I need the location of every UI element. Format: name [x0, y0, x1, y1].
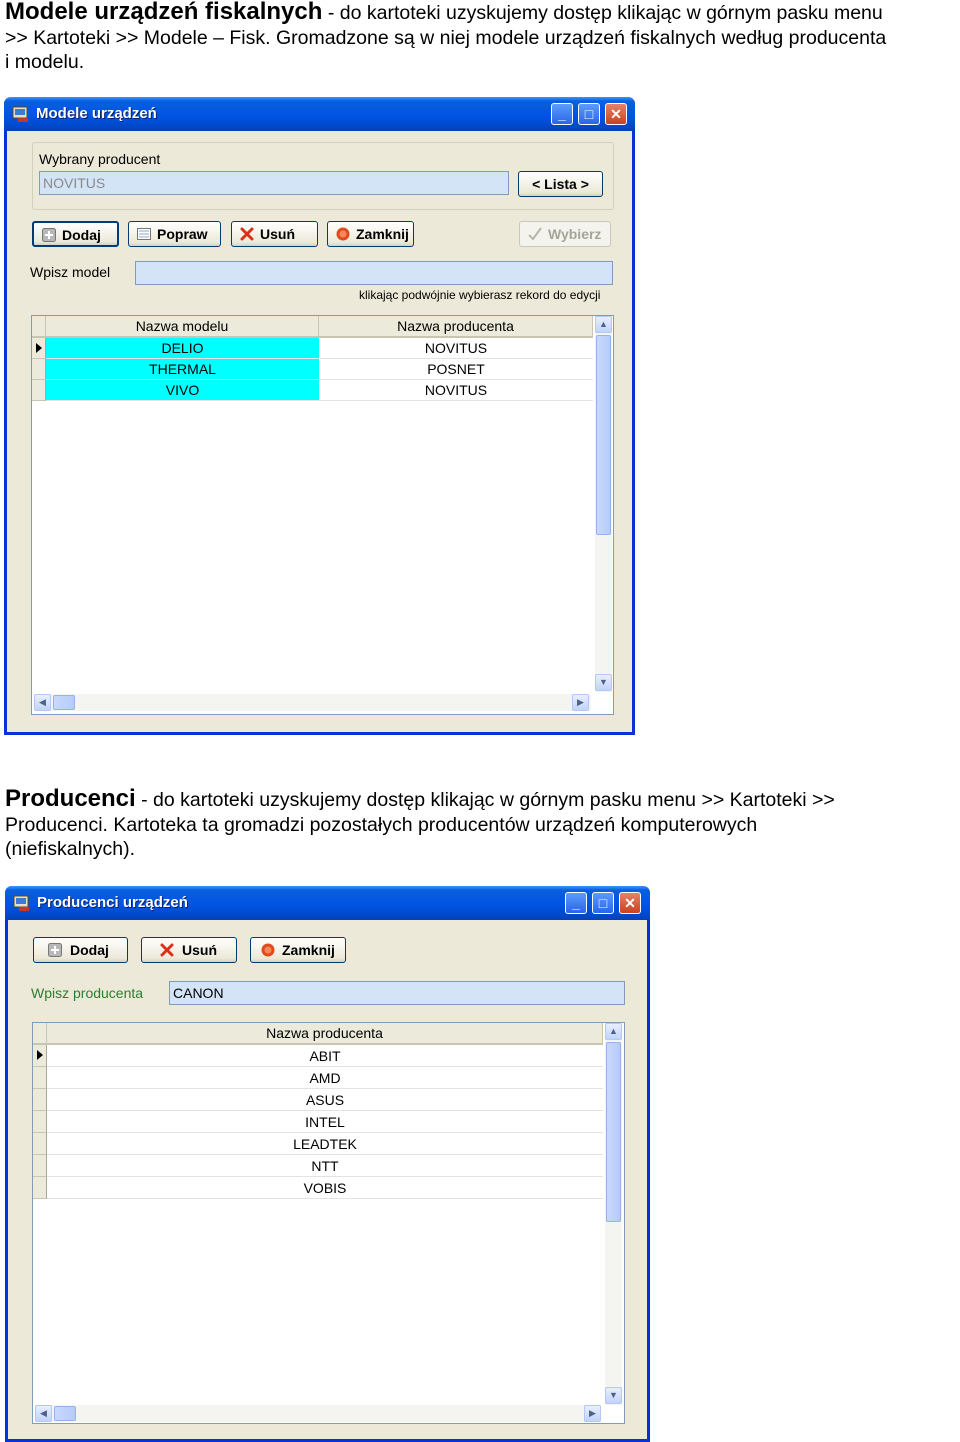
models-grid	[31, 315, 614, 715]
producers-grid	[32, 1022, 625, 1424]
stop-icon	[261, 943, 275, 957]
minimize-icon: _	[572, 895, 580, 911]
row-indicator[interactable]	[33, 1177, 47, 1199]
scroll-down-icon[interactable]: ▼	[605, 1387, 622, 1404]
table-cell-producer[interactable]: NOVITUS	[319, 338, 593, 359]
delete-x-icon	[160, 943, 174, 957]
lista-button[interactable]	[518, 171, 603, 197]
app-icon	[13, 894, 31, 912]
table-cell-producer[interactable]: LEADTEK	[47, 1133, 603, 1155]
models-window-titlebar[interactable]	[4, 97, 635, 131]
list-icon	[137, 227, 151, 241]
edit-button-label: Popraw	[157, 226, 208, 242]
section2-paragraph	[5, 787, 957, 862]
minimize-icon: _	[558, 106, 566, 122]
app-icon	[12, 105, 30, 123]
table-cell-producer[interactable]: AMD	[47, 1067, 603, 1089]
table-cell-producer[interactable]: INTEL	[47, 1111, 603, 1133]
table-cell-producer[interactable]: VOBIS	[47, 1177, 603, 1199]
producers-window-title: Producenci urządzeń	[37, 894, 188, 911]
close-button[interactable]	[250, 937, 346, 963]
lista-button-label: < Lista >	[532, 176, 589, 192]
add-button-label: Dodaj	[62, 227, 101, 243]
maximize-icon: □	[584, 106, 594, 122]
scroll-thumb[interactable]	[596, 335, 611, 535]
add-button[interactable]	[32, 221, 119, 247]
horizontal-scrollbar[interactable]	[34, 694, 591, 711]
grid-corner	[33, 1023, 47, 1045]
close-button-label: Zamknij	[356, 226, 409, 242]
maximize-icon: □	[598, 895, 608, 911]
plus-icon	[48, 943, 62, 957]
table-cell-model[interactable]: VIVO	[46, 380, 319, 401]
producer-group-label: Wybrany producent	[39, 151, 161, 167]
section1-heading: Modele urządzeń fiskalnych	[5, 0, 323, 25]
column-header-producer[interactable]: Nazwa producenta	[319, 316, 593, 338]
models-window-title: Modele urządzeń	[36, 105, 157, 122]
edit-hint: klikając podwójnie wybierasz rekord do edycji	[359, 288, 601, 302]
delete-x-icon	[240, 227, 254, 241]
close-button-label: Zamknij	[282, 942, 335, 958]
scroll-right-icon[interactable]: ▶	[572, 694, 589, 711]
select-button[interactable]	[519, 221, 611, 247]
minimize-button[interactable]	[551, 103, 573, 125]
section1-paragraph	[5, 0, 957, 75]
select-button-label: Wybierz	[548, 226, 602, 242]
grid-corner	[32, 316, 46, 338]
producers-window-titlebar[interactable]	[5, 886, 650, 920]
delete-button[interactable]	[231, 221, 318, 247]
scroll-thumb[interactable]	[606, 1042, 621, 1222]
producer-label: Wpisz producenta	[31, 985, 144, 1001]
vertical-scrollbar[interactable]	[605, 1023, 622, 1405]
row-indicator[interactable]	[32, 338, 46, 359]
minimize-button[interactable]	[565, 892, 587, 914]
section1-text-line1: - do kartoteki uzyskujemy dostęp klikając w górnym pasku menu	[322, 2, 883, 24]
section1-text-line3: i modelu.	[5, 51, 85, 73]
section2-text-line3: (niefiskalnych).	[5, 838, 136, 860]
table-cell-producer[interactable]: POSNET	[319, 359, 593, 380]
table-cell-producer[interactable]: ABIT	[47, 1045, 603, 1067]
section2-heading: Producenci	[5, 785, 136, 812]
current-row-arrow-icon	[37, 1050, 43, 1060]
delete-button[interactable]	[141, 937, 237, 963]
table-cell-producer[interactable]: ASUS	[47, 1089, 603, 1111]
producers-window	[5, 886, 650, 1442]
section2-text-line1: - do kartoteki uzyskujemy dostęp klikając w górnym pasku menu >> Kartoteki >>	[135, 789, 835, 811]
selected-producer-field[interactable]	[39, 171, 509, 195]
maximize-button[interactable]	[578, 103, 600, 125]
producer-search-input[interactable]	[169, 981, 625, 1005]
table-cell-model[interactable]: THERMAL	[46, 359, 319, 380]
scroll-left-icon[interactable]: ◀	[35, 1405, 52, 1422]
add-button[interactable]	[33, 937, 128, 963]
stop-icon	[336, 227, 350, 241]
column-header-model[interactable]: Nazwa modelu	[46, 316, 319, 338]
row-indicator[interactable]	[33, 1067, 47, 1089]
row-indicator[interactable]	[33, 1045, 47, 1067]
hscroll-thumb[interactable]	[53, 695, 75, 710]
row-indicator[interactable]	[33, 1133, 47, 1155]
close-icon: ✕	[624, 895, 636, 911]
close-icon: ✕	[610, 106, 622, 122]
scroll-down-icon[interactable]: ▼	[595, 674, 612, 691]
scroll-right-icon[interactable]: ▶	[584, 1405, 601, 1422]
row-indicator[interactable]	[32, 359, 46, 380]
checkmark-icon	[528, 227, 542, 241]
row-indicator[interactable]	[32, 380, 46, 401]
close-window-button[interactable]	[619, 892, 641, 914]
section2-text-line2: Producenci. Kartoteka ta gromadzi pozostałych producentów urządzeń komputerowych	[5, 813, 758, 836]
table-cell-model[interactable]: DELIO	[46, 338, 319, 359]
horizontal-scrollbar[interactable]	[35, 1405, 601, 1422]
model-search-input[interactable]	[135, 261, 613, 285]
close-button[interactable]	[327, 221, 414, 247]
row-indicator[interactable]	[33, 1111, 47, 1133]
delete-button-label: Usuń	[260, 226, 295, 242]
delete-button-label: Usuń	[182, 942, 217, 958]
add-button-label: Dodaj	[70, 942, 109, 958]
plus-icon	[42, 228, 56, 242]
scroll-up-icon[interactable]: ▲	[595, 316, 612, 333]
table-cell-producer[interactable]: NTT	[47, 1155, 603, 1177]
row-indicator[interactable]	[33, 1155, 47, 1177]
scroll-left-icon[interactable]: ◀	[34, 694, 51, 711]
scroll-up-icon[interactable]: ▲	[605, 1023, 622, 1040]
hscroll-thumb[interactable]	[54, 1406, 76, 1421]
vertical-scrollbar[interactable]	[595, 316, 612, 692]
column-header-producer[interactable]: Nazwa producenta	[47, 1023, 603, 1045]
models-window	[4, 97, 635, 735]
model-label: Wpisz model	[30, 264, 111, 280]
edit-button[interactable]	[128, 221, 221, 247]
current-row-arrow-icon	[36, 343, 42, 353]
section1-text-line2: >> Kartoteki >> Modele – Fisk. Gromadzone są w niej modele urządzeń fiskalnych według producenta	[5, 26, 887, 49]
close-window-button[interactable]	[605, 103, 627, 125]
maximize-button[interactable]	[592, 892, 614, 914]
table-cell-producer[interactable]: NOVITUS	[319, 380, 593, 401]
row-indicator[interactable]	[33, 1089, 47, 1111]
